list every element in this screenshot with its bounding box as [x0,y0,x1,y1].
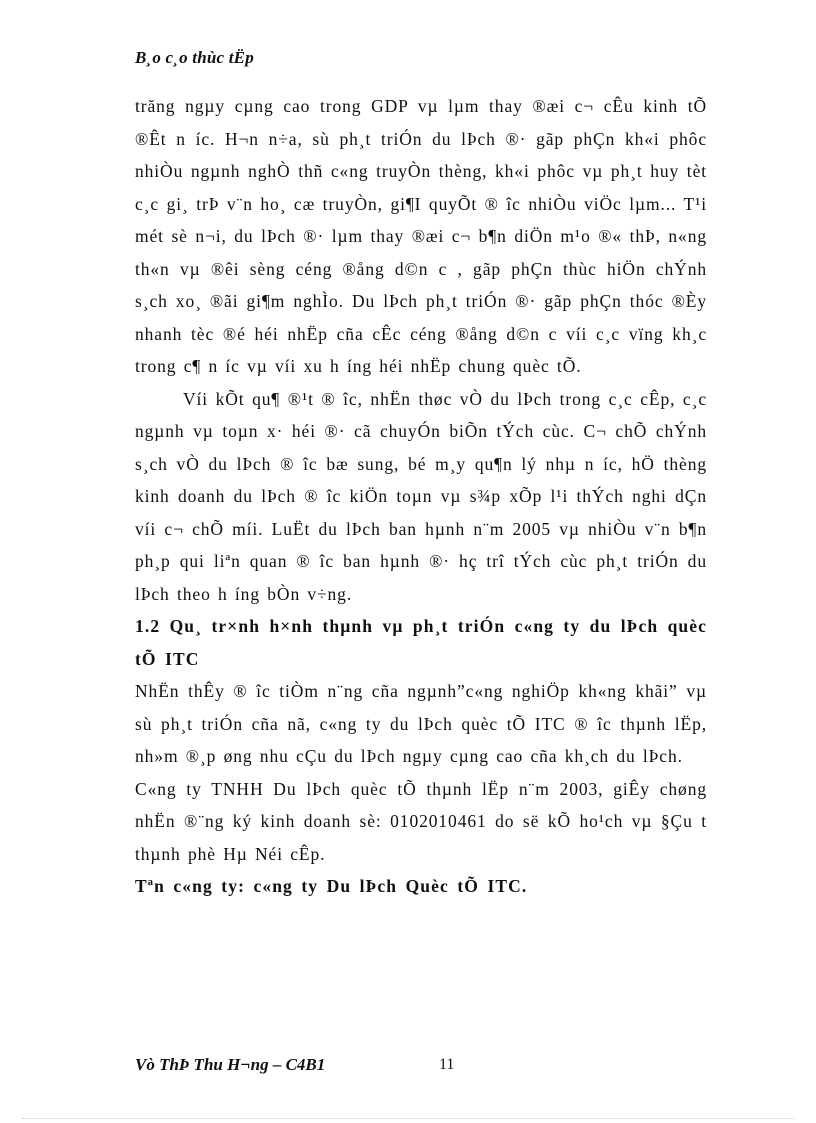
page-bottom-divider [22,1118,794,1119]
body-paragraph-3: NhËn thÊy ® îc tiÒm n¨ng cña ngµnh”c«ng nghiÖp kh«ng khãi” vµ sù ph¸t triÓn cña nã, c«ng ty du lÞch quèc tÕ ITC ® îc thµnh lËp, nh»m ®¸p øng nhu cÇu du lÞch ngµy cµng cao cña kh¸ch du lÞch. [135,681,707,766]
section-heading: 1.2 Qu¸ tr×nh h×nh thµnh vµ ph¸t triÓn c«ng ty du lÞch quèc tÕ ITC [135,616,707,669]
body-paragraph-2: Víi kÕt qu¶ ®¹t ® îc, nhËn thøc vÒ du lÞch trong c¸c cÊp, c¸c ngµnh vµ toµn x· héi ®· cã chuyÓn biÕn tÝch cùc. C¬ chÕ chÝnh s¸ch vÒ du lÞch ® îc bæ sung, bé m¸y qu¶n lý nhµ n íc, hÖ thèng kinh doanh du lÞch ® îc kiÖn toµn vµ s¾p xÕp l¹i thÝch nghi dÇn víi c¬ chÕ míi. LuËt du lÞch ban hµnh n¨m 2005 vµ nhiÒu v¨n b¶n ph¸p qui liªn quan ® îc ban hµnh ®· hç trî tÝch cùc ph¸t triÓn du lÞch theo h íng bÒn v÷ng. [135,388,707,604]
document-body [135,90,707,903]
body-paragraph-1: trăng ngµy cµng cao trong GDP vµ lµm thay ®æi c¬ cÊu kinh tÕ ®Êt n íc. H¬n n÷a, sù ph¸t triÓn du lÞch ®· gãp phÇn kh«i phôc nhiÒu ngµnh nghÒ thñ c«ng truyÒn thèng, kh«i phôc vµ ph¸t huy tèt c¸c gi¸ trÞ v¨n ho¸ cæ truyÒn, gi¶I quyÕt ® îc nhiÒu viÖc lµm... T¹i mét sè n¬i, du lÞch ®· lµm thay ®æi c¬ b¶n diÖn m¹o ®« thÞ, n«ng th«n vµ ®êi sèng céng ®ång d©n c , gãp phÇn thùc hiÖn chÝnh s¸ch xo¸ ®ãi gi¶m nghÌo. Du lÞch ph¸t triÓn ®· gãp phÇn thóc ®Èy nhanh tèc ®é héi nhËp cña cÊc céng ®ång d©n c víi c¸c vïng kh¸c trong c¶ n íc vµ víi xu h íng héi nhËp chung quèc tÕ. [135,96,707,376]
page-footer [135,1055,715,1079]
page-number: 11 [439,1056,455,1073]
footer-author: Vò ThÞ Thu H¬ng – C4B1 [135,1055,326,1074]
page-header-title: B¸o c¸o thùc tËp [135,48,254,67]
company-name-line: Tªn c«ng ty: c«ng ty Du lÞch Quèc tÕ ITC. [135,876,528,896]
body-paragraph-4: C«ng ty TNHH Du lÞch quèc tÕ thµnh lËp n¨m 2003, giÊy chøng nhËn ®¨ng ký kinh doanh sè: 0102010461 do së kÕ ho¹ch vµ §Çu t thµnh phè Hµ Néi cÊp. [135,778,707,864]
